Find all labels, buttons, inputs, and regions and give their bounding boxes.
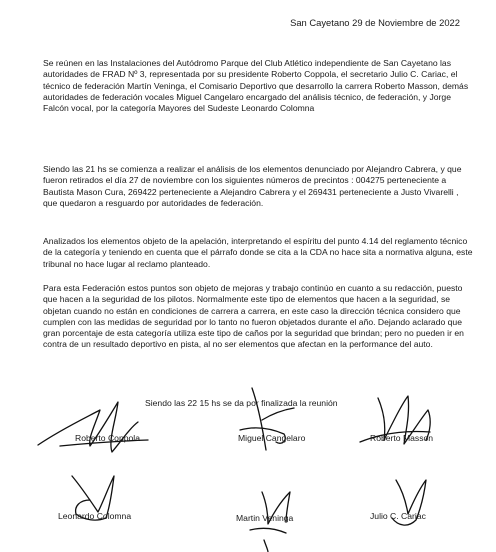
document-date: San Cayetano 29 de Noviembre de 2022	[290, 17, 460, 28]
signature-coppola	[38, 402, 148, 452]
signature-name-masson: Roberto Masson	[370, 433, 434, 443]
signature-name-cariac: Julio C. Cariac	[370, 511, 426, 521]
paragraph-attendees: Se reúnen en las Instalaciones del Autódromo Parque del Club Atlético independiente de San Cayetano las autoridades de FRAD Nº 3, representada por su presidente Roberto Coppola, el secretario Julio C. Cariac, el técnico de federación Martín Veninga, el Comisario Deportivo que desarrollo la carrera Roberto Masson, demás autoridades de federación vocales Miguel Cangelaro encargado del análisis técnico, de federación, y Jorge Falcón vocal, por la categoría Mayores del Sudeste Leonardo Colomna	[43, 58, 469, 114]
closing-statement: Siendo las 22 15 hs se da por finalizada la reunión	[145, 398, 338, 408]
signature-name-veninga: Martin Veninga	[236, 513, 294, 523]
signature-name-cangelaro: Miguel Cangelaro	[238, 433, 306, 443]
signature-name-colomna: Leonardo Colomna	[58, 511, 132, 521]
signature-name-coppola: Roberto Coppola	[75, 433, 140, 443]
paragraph-resolution: Analizados los elementos objeto de la apelación, interpretando el espíritu del punto 4.14 del reglamento técnico de la categoría y teniendo en cuenta que el párrafo donde se cita a la CDA no hace sita a normativa alguna, este tribunal no hace lugar al reclamo planteado.	[43, 236, 473, 269]
paragraph-observations: Para esta Federación estos puntos son objeto de mejoras y trabajo continúo en cuanto a su redacción, puesto que hacen a la seguridad de los pilotos. Normalmente este tipo de elementos que hacen a la seguridad, se objetan cuando no están en condiciones de carrera a carrera, en este caso la dirección técnica considero que cumplen con las medidas de seguridad por lo tanto no fueron objetados durante el año. Dejando aclarado que gran porcentaje de esta categoría utiliza este tipo de caños por la seguridad que brindan; pero no pueden ir en contra de un resultado deportivo en pista, al no ser elementos que afectan en la performance del auto.	[43, 283, 464, 350]
paragraph-analysis: Siendo las 21 hs se comienza a realizar el análisis de los elementos denunciado por Alejandro Cabrera, y que fueron retirados el día 27 de noviembre con los siguientes números de precintos : 004275 perteneciente a Bautista Mason Cura, 269422 perteneciente a Alejandro Cabrera y el 269431 perteneciente a Justo Vivarelli , que quedaron a resguardo por autoridades de federación.	[43, 164, 462, 208]
